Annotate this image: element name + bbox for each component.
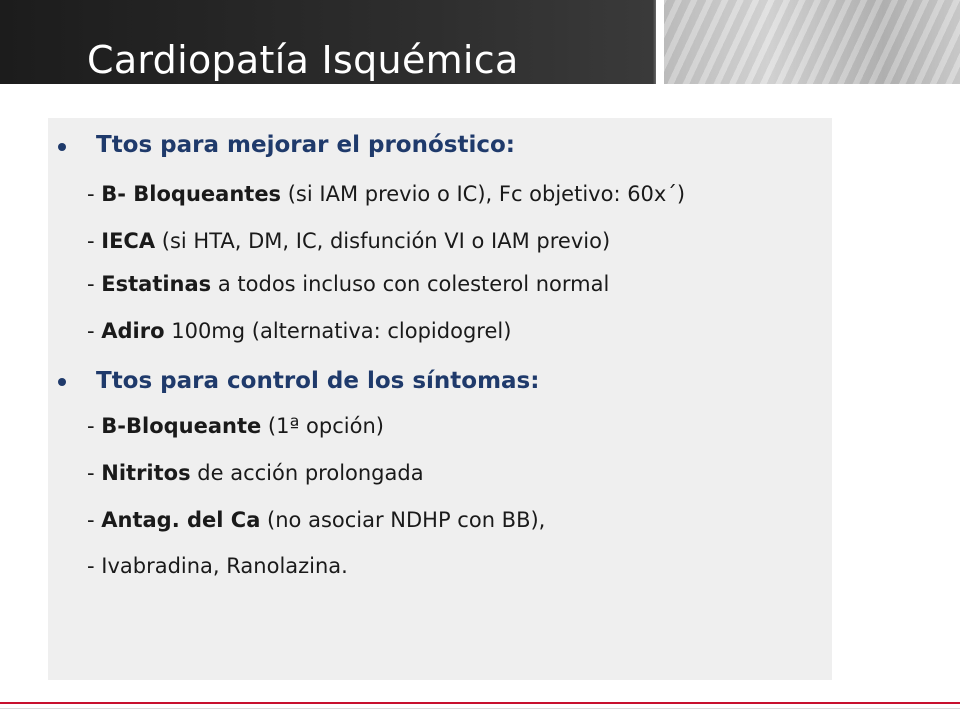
item-prefix: - xyxy=(87,508,102,532)
item-bold: B- Bloqueantes xyxy=(101,182,282,206)
section-heading-symptoms: Ttos para control de los síntomas: xyxy=(96,368,540,394)
item-prefix: - xyxy=(87,229,102,253)
list-item xyxy=(87,180,685,208)
item-bold: IECA xyxy=(101,229,156,253)
list-item xyxy=(87,412,384,440)
item-bold: Antag. del Ca xyxy=(101,508,261,532)
item-text: (no asociar NDHP con BB), xyxy=(260,508,546,532)
list-item xyxy=(87,270,609,298)
header-divider xyxy=(656,0,664,84)
item-bold: Nitritos xyxy=(101,461,191,485)
list-item xyxy=(87,317,511,345)
item-text: 100mg (alternativa: clopidogrel) xyxy=(164,319,512,343)
item-prefix: - xyxy=(87,319,102,343)
item-text: a todos incluso con colesterol normal xyxy=(211,272,610,296)
footer-divider xyxy=(0,708,960,709)
item-text: (si IAM previo o IC), Fc objetivo: 60x´) xyxy=(281,182,686,206)
list-item xyxy=(87,506,545,534)
item-prefix: - xyxy=(87,182,102,206)
item-prefix: - xyxy=(87,461,102,485)
item-bold: B-Bloqueante xyxy=(101,414,262,438)
item-bold: Estatinas xyxy=(101,272,212,296)
bullet-dot-icon xyxy=(58,378,66,386)
slide-title: Cardiopatía Isquémica xyxy=(87,38,519,82)
bullet-dot-icon xyxy=(58,143,66,151)
header-decoration xyxy=(660,0,960,84)
list-item xyxy=(87,227,610,255)
list-item xyxy=(87,459,424,487)
item-text: de acción prolongada xyxy=(190,461,424,485)
list-item xyxy=(87,552,348,580)
item-text: (1ª opción) xyxy=(261,414,384,438)
item-prefix: - xyxy=(87,414,102,438)
section-heading-prognosis: Ttos para mejorar el pronóstico: xyxy=(96,132,515,158)
item-prefix: - xyxy=(87,554,102,578)
item-text: (si HTA, DM, IC, disfunción VI o IAM previo) xyxy=(155,229,611,253)
item-text: Ivabradina, Ranolazina. xyxy=(101,554,348,578)
item-bold: Adiro xyxy=(101,319,165,343)
item-prefix: - xyxy=(87,272,102,296)
footer-accent-line xyxy=(0,702,960,704)
